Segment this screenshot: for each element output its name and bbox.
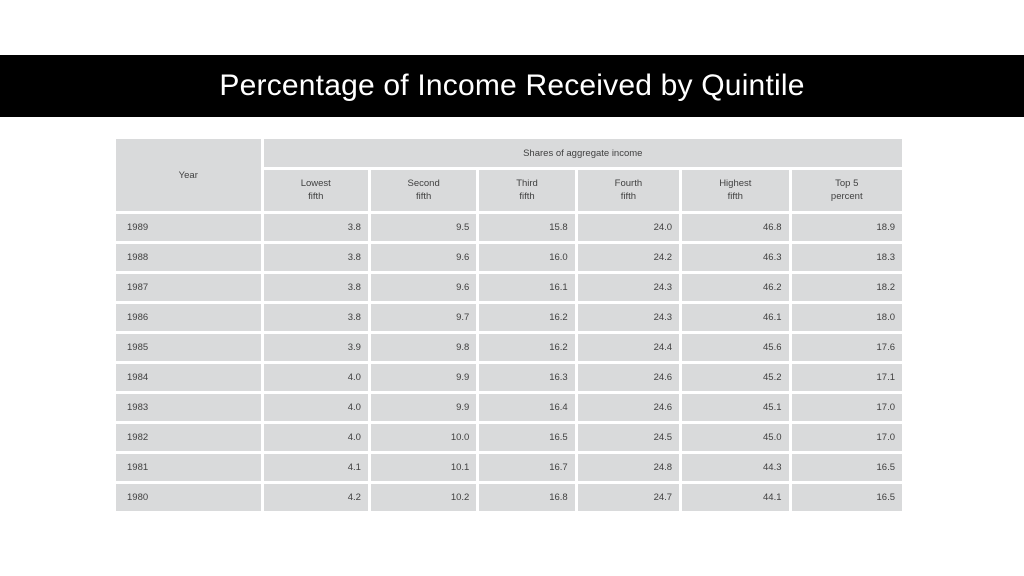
value-cell: 24.3 [578,274,679,301]
value-cell: 24.6 [578,364,679,391]
value-cell: 18.2 [792,274,903,301]
value-cell: 16.2 [479,334,574,361]
column-header-line2: fifth [308,190,324,202]
table-row [116,484,902,511]
column-header-line2: fifth [415,190,432,202]
column-header [371,170,476,211]
table-row [116,454,902,481]
value-cell: 3.9 [264,334,368,361]
value-cell: 4.2 [264,484,368,511]
value-cell: 4.0 [264,424,368,451]
value-cell: 16.5 [479,424,574,451]
column-header-line2: fifth [727,190,743,202]
year-cell: 1982 [116,424,261,451]
slide-title: Percentage of Income Received by Quintile [219,69,805,102]
income-table-container [116,139,908,511]
value-cell: 16.5 [792,484,903,511]
value-cell: 17.6 [792,334,903,361]
value-cell: 16.4 [479,394,574,421]
value-cell: 18.0 [792,304,903,331]
table-row [116,364,902,391]
year-cell: 1984 [116,364,261,391]
value-cell: 3.8 [264,244,368,271]
value-cell: 9.6 [371,274,476,301]
value-cell: 3.8 [264,274,368,301]
year-cell: 1981 [116,454,261,481]
value-cell: 18.3 [792,244,903,271]
value-cell: 46.8 [682,214,788,241]
value-cell: 45.6 [682,334,788,361]
value-cell: 9.9 [371,364,476,391]
value-cell: 9.8 [371,334,476,361]
value-cell: 24.7 [578,484,679,511]
value-cell: 45.0 [682,424,788,451]
table-row [116,424,902,451]
column-header-line1: Fourth [614,178,643,190]
value-cell: 24.6 [578,394,679,421]
value-cell: 9.9 [371,394,476,421]
table-row [116,244,902,271]
value-cell: 4.0 [264,364,368,391]
column-header [264,170,368,211]
value-cell: 16.2 [479,304,574,331]
column-header-line2: fifth [519,190,535,202]
column-header [792,170,903,211]
value-cell: 17.0 [792,424,903,451]
column-header [682,170,788,211]
value-cell: 46.2 [682,274,788,301]
value-cell: 16.8 [479,484,574,511]
table-row [116,274,902,301]
value-cell: 16.1 [479,274,574,301]
value-cell: 24.3 [578,304,679,331]
year-cell: 1980 [116,484,261,511]
title-bar [0,55,1024,117]
table-body [116,214,902,511]
value-cell: 4.0 [264,394,368,421]
value-cell: 4.1 [264,454,368,481]
column-header [479,170,574,211]
value-cell: 24.8 [578,454,679,481]
table-row [116,214,902,241]
column-header-line1: Third [516,178,538,190]
year-cell: 1983 [116,394,261,421]
value-cell: 9.6 [371,244,476,271]
income-table [113,136,905,514]
value-cell: 16.0 [479,244,574,271]
year-cell: 1988 [116,244,261,271]
year-cell: 1985 [116,334,261,361]
value-cell: 10.1 [371,454,476,481]
header-row-group [116,139,902,167]
value-cell: 45.1 [682,394,788,421]
column-header-line2: fifth [620,190,637,202]
year-cell: 1989 [116,214,261,241]
value-cell: 3.8 [264,304,368,331]
value-cell: 10.2 [371,484,476,511]
value-cell: 24.2 [578,244,679,271]
value-cell: 17.0 [792,394,903,421]
value-cell: 9.7 [371,304,476,331]
value-cell: 44.1 [682,484,788,511]
value-cell: 46.1 [682,304,788,331]
column-header-line1: Highest [719,178,752,190]
column-header [578,170,679,211]
value-cell: 45.2 [682,364,788,391]
value-cell: 16.7 [479,454,574,481]
year-cell: 1986 [116,304,261,331]
value-cell: 24.4 [578,334,679,361]
value-cell: 3.8 [264,214,368,241]
value-cell: 44.3 [682,454,788,481]
column-header-line1: Top 5 [835,178,859,190]
value-cell: 10.0 [371,424,476,451]
value-cell: 16.3 [479,364,574,391]
value-cell: 46.3 [682,244,788,271]
value-cell: 24.0 [578,214,679,241]
value-cell: 15.8 [479,214,574,241]
table-row [116,394,902,421]
value-cell: 9.5 [371,214,476,241]
column-header-line1: Second [407,178,440,190]
value-cell: 17.1 [792,364,903,391]
year-cell: 1987 [116,274,261,301]
table-row [116,304,902,331]
value-cell: 18.9 [792,214,903,241]
column-header-line1: Lowest [300,178,331,190]
column-header-line2: percent [830,190,863,202]
year-header: Year [116,139,261,211]
value-cell: 16.5 [792,454,903,481]
table-row [116,334,902,361]
value-cell: 24.5 [578,424,679,451]
shares-group-header: Shares of aggregate income [264,139,902,167]
